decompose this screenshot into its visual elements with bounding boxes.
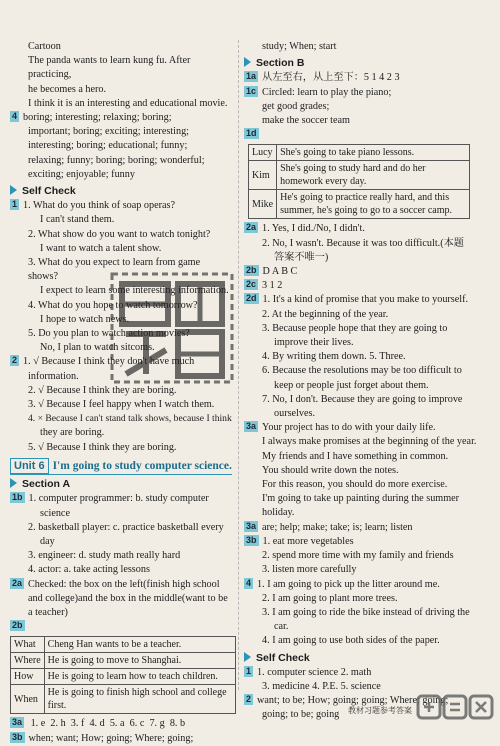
question-2b [244,265,480,279]
self-check-question-1 [10,199,232,355]
table-row [11,669,236,685]
section-b-heading: Section B [244,56,480,70]
text-line: Your project has to do with your daily life. [262,422,436,434]
left-column [10,40,232,746]
footer-text: 教材习题参考答案 [348,705,412,715]
question-label: 4 [246,577,252,588]
text-line: I can't stand them. [40,214,115,226]
text-line: 3. What do you expect to learn from game shows? [28,257,201,283]
text-line: 4. actor: a. take acting lessons [28,564,150,576]
text-line: 1. √ Because I think they don't have much [23,356,195,368]
text-line: 2. No, I wasn't. Because it was too difficult.(本题 [262,237,464,249]
triangle-marker-icon [244,57,251,67]
answer-item: 5. a [109,718,125,730]
text-line: 4. I am going to use both sides of the paper. [262,635,440,647]
section-a-heading: Section A [10,477,232,491]
question-3b [244,535,480,578]
question-label: 2a [246,222,257,233]
text-line: 从左至右，从上至下：5 1 4 2 3 [262,72,400,84]
table-cell: When [11,685,45,714]
plans-table [248,144,470,219]
question-label: 3b [246,534,257,545]
text-line: 3. Because people hope that they are going to [262,322,448,334]
question-label: 2a [12,577,23,588]
text-line: My friends and I have something in common. [262,450,449,462]
text-line: are; help; make; take; is; learn; listen [262,521,413,533]
question-2a [10,578,232,621]
table-cell: He is going to move to Shanghai. [44,653,235,669]
text-line: 4. By writing them down. 5. Three. [262,351,406,363]
text-line: The panda wants to learn kung fu. After practicing, [28,55,191,81]
text-line: 2. basketball player: c. practice basketball every [28,521,224,533]
text-line: 3. I am going to ride the bike instead of driving the [262,606,470,618]
text-line: improve their lives. [274,337,354,349]
text-line: I'm going to take up painting during the summer [262,493,460,505]
text-line: 4. What do you hope to watch tomorrow? [28,299,198,311]
text-line: 2. spend more time with my family and friends [262,550,454,562]
text-line: 2. √ Because I think they are boring. [28,384,177,396]
question-1a [244,71,480,85]
text-line: I expect to learn some interesting information. [40,285,229,297]
answer-item: 7. g [149,718,165,730]
question-label: 1d [246,128,257,139]
self-check-question-2 [10,355,232,454]
question-label: 2b [246,265,257,276]
text-line: 1. What do you think of soap operas? [23,200,176,212]
question-label: 2 [12,355,18,366]
text-line: day [40,535,55,547]
question-label: 2b [12,620,23,631]
question-label: 3b [12,731,23,742]
question-label: 2 [246,694,252,705]
text-line: I want to watch a talent show. [40,242,162,254]
text-line: he becomes a hero. [28,83,107,95]
question-label: 3a [12,717,23,728]
self-check-heading: Self Check [10,184,232,198]
text-line: want; to be; How; going; going; Where; going; [257,695,449,707]
table-cell: She's going to study hard and do her homework every day. [277,161,470,190]
unit-title: I'm going to study computer science. [52,459,232,472]
text-line: ourselves. [274,408,316,420]
text-line: D A B C [262,266,298,278]
answer-item: 4. d [89,718,105,730]
text-line: interesting; boring; educational; funny; [28,140,188,152]
table-row [11,637,236,653]
table-cell: How [11,669,45,685]
question-label: 1 [12,199,18,210]
text-line: For this reason, you should do more exercise. [262,479,448,491]
answer-item: 2. h [50,718,66,730]
text-line: get good grades; [262,100,330,112]
question-label: 2c [246,279,257,290]
text-line: relaxing; funny; boring; boring; wonderful; [28,154,205,166]
question-1c [244,86,480,129]
text-line: 3. listen more carefully [262,564,357,576]
text-line: study; When; start [262,41,337,52]
text-line: 1. eat more vegetables [262,535,354,547]
table-row [11,653,236,669]
table-cell: Cheng Han wants to be a teacher. [44,637,235,653]
text-line: going; to be; going [262,709,340,721]
text-line: 2. I am going to plant more trees. [262,592,398,604]
text-line: I hope to watch news. [40,313,130,325]
unit-heading [10,458,232,475]
text-line: 6. Because the resolutions may be too difficult to [262,365,462,377]
question-2c [244,279,480,293]
triangle-marker-icon [10,478,17,488]
table-cell: What [11,637,45,653]
triangle-marker-icon [244,652,251,662]
right-column [244,40,480,723]
text-line: holiday. [262,507,295,519]
table-row [249,161,470,190]
question-2a [244,222,480,265]
text-line: car. [274,621,289,633]
question-label: 1 [246,665,252,676]
text-line: I think it is an interesting and educational movie. [28,97,228,109]
answer-item: 3. f [70,718,85,730]
text-line: exciting; enjoyable; funny [28,168,135,180]
question-label: 4 [12,111,18,122]
text-line: You should write down the notes. [262,464,399,476]
text-line: they are boring. [40,427,105,439]
text-line: Checked: the box on the left(finish high school [28,578,220,590]
text-line: 5. Do you plan to watch action movies? [28,328,190,340]
question-3a-words [244,521,480,535]
question-label: 1a [246,71,257,82]
text-line: I always make promises at the beginning of the year. [262,436,477,448]
text-line: a teacher) [28,606,68,618]
text-line: 3 1 2 [262,280,283,292]
text-line: keep or people just forget about them. [274,379,429,391]
text-line: important; boring; exciting; interesting; [28,126,189,138]
text-line: make the soccer team [262,115,350,127]
text-line: 3. √ Because I feel happy when I watch them. [28,399,215,411]
text-line: science [40,507,70,519]
text-line: 3. engineer: d. study math really hard [28,550,181,562]
text-line: 1. It's a kind of promise that you make to yourself. [262,294,469,306]
answer-item: 1. e [30,718,46,730]
column-divider [238,40,239,690]
table-cell: He is going to learn how to teach children. [44,669,235,685]
table-cell: He is going to finish high school and college first. [44,685,235,714]
triangle-marker-icon [10,185,17,195]
question-2b [10,620,232,714]
text-line: 答案不唯一) [274,251,329,263]
text-line: 2. At the beginning of the year. [262,308,389,320]
table-row [11,685,236,714]
text-line: 3. medicine 4. P.E. 5. science [262,680,381,692]
brand-logo-icon [416,692,494,722]
text-line: 1. computer programmer: b. study computer [28,493,209,505]
text-line: when; want; How; going; Where; going; [28,732,194,744]
table-cell: Lucy [249,145,277,161]
table-cell: Kim [249,161,277,190]
answer-item: 8. b [169,718,186,730]
table-row [249,145,470,161]
unit-badge: Unit 6 [10,458,49,474]
text-line: 1. I am going to pick up the litter around me. [257,578,440,590]
question-label: 3a [246,520,257,531]
table-cell: She's going to take piano lessons. [277,145,470,161]
text-line: 2. What show do you want to watch tonight? [28,228,211,240]
question-2d [244,293,480,421]
text-line: 1. computer science 2. math [257,666,372,678]
text-line: 1. Yes, I did./No, I didn't. [262,223,365,235]
text-line: information. [28,370,79,382]
question-4 [244,578,480,649]
text-line: 4. × Because I can't stand talk shows, because I think [28,413,232,425]
text-line: and college)and the box in the middle(want to be [28,592,228,604]
table-cell: Mike [249,190,277,219]
table-cell: He's going to practice really hard, and this summer, he's going to go to a soccer camp. [277,190,470,219]
question-3a [10,717,232,731]
table-cell: Where [11,653,45,669]
question-label: 1c [246,85,257,96]
question-label: 2d [246,293,257,304]
question-3a [244,421,480,520]
self-check-heading: Self Check [244,651,480,665]
question-4 [10,111,232,182]
text-line: Circled: learn to play the piano; [262,86,392,98]
question-1b [10,492,232,577]
question-3b [10,732,232,746]
question-label: 1b [12,492,23,503]
text-line: 5. √ Because I think they are boring. [28,441,177,453]
text-line: Cartoon [28,41,61,52]
question-1d [244,128,480,219]
table-row [249,190,470,219]
answer-item: 6. c [129,718,145,730]
text-line: boring; interesting; relaxing; boring; [23,112,172,124]
question-label: 3a [246,421,257,432]
plan-table [10,636,236,714]
self-check-question-1 [244,666,480,694]
text-line: No, I plan to watch sitcoms. [40,342,155,354]
text-line: 7. No, I don't. Because they are going to improve [262,393,463,405]
